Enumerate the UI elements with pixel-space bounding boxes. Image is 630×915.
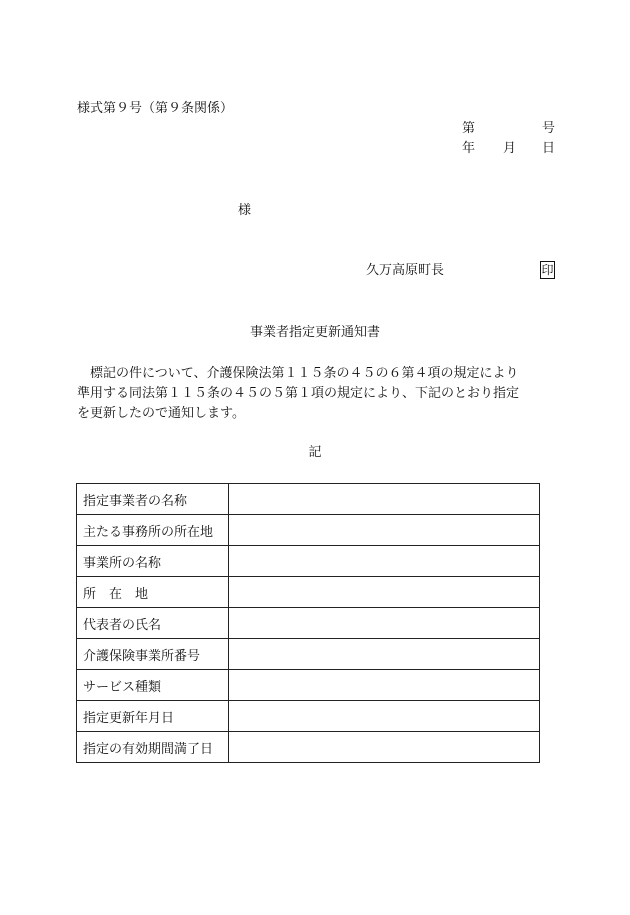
table-row (77, 577, 540, 608)
row-label: 主たる事務所の所在地 (77, 515, 229, 546)
table-row (77, 670, 540, 701)
row-value (229, 670, 540, 701)
table-row (77, 608, 540, 639)
table-row (77, 515, 540, 546)
seal-mark: 印 (541, 263, 554, 277)
row-value (229, 732, 540, 763)
addressee-honorific: 様 (238, 203, 252, 218)
row-label: サービス種類 (77, 670, 229, 701)
body-line: 標記の件について、介護保険法第１１５条の４５の６第４項の規定により (77, 366, 519, 381)
issuer-name: 久万高原町長 (366, 263, 445, 278)
body-line: を更新したので通知します。 (77, 406, 245, 421)
ki-heading: 記 (308, 445, 322, 460)
form-id: 様式第９号（第９条関係） (77, 101, 234, 116)
table-row (77, 732, 540, 763)
row-label: 指定事業者の名称 (77, 484, 229, 515)
date-month-label: 月 (503, 141, 517, 156)
body-line: 準用する同法第１１５条の４５の５第１項の規定により、下記のとおり指定 (77, 386, 520, 401)
row-value (229, 515, 540, 546)
row-label: 事業所の名称 (77, 546, 229, 577)
row-label: 代表者の氏名 (77, 608, 229, 639)
table-row (77, 701, 540, 732)
row-value (229, 546, 540, 577)
row-value (229, 608, 540, 639)
table-row (77, 484, 540, 515)
date-day-label: 日 (542, 141, 556, 156)
row-label: 指定の有効期間満了日 (77, 732, 229, 763)
table-row (77, 546, 540, 577)
row-label: 所 在 地 (77, 577, 229, 608)
body-text (77, 364, 547, 424)
row-value (229, 701, 540, 732)
date-year-label: 年 (462, 141, 476, 156)
table-row (77, 639, 540, 670)
info-table (76, 483, 540, 763)
document-number-suffix: 号 (542, 121, 556, 136)
row-label: 介護保険事業所番号 (77, 639, 229, 670)
row-value (229, 639, 540, 670)
row-label: 指定更新年月日 (77, 701, 229, 732)
document-title: 事業者指定更新通知書 (249, 325, 380, 340)
document-number-prefix: 第 (462, 121, 476, 136)
row-value (229, 484, 540, 515)
row-value (229, 577, 540, 608)
